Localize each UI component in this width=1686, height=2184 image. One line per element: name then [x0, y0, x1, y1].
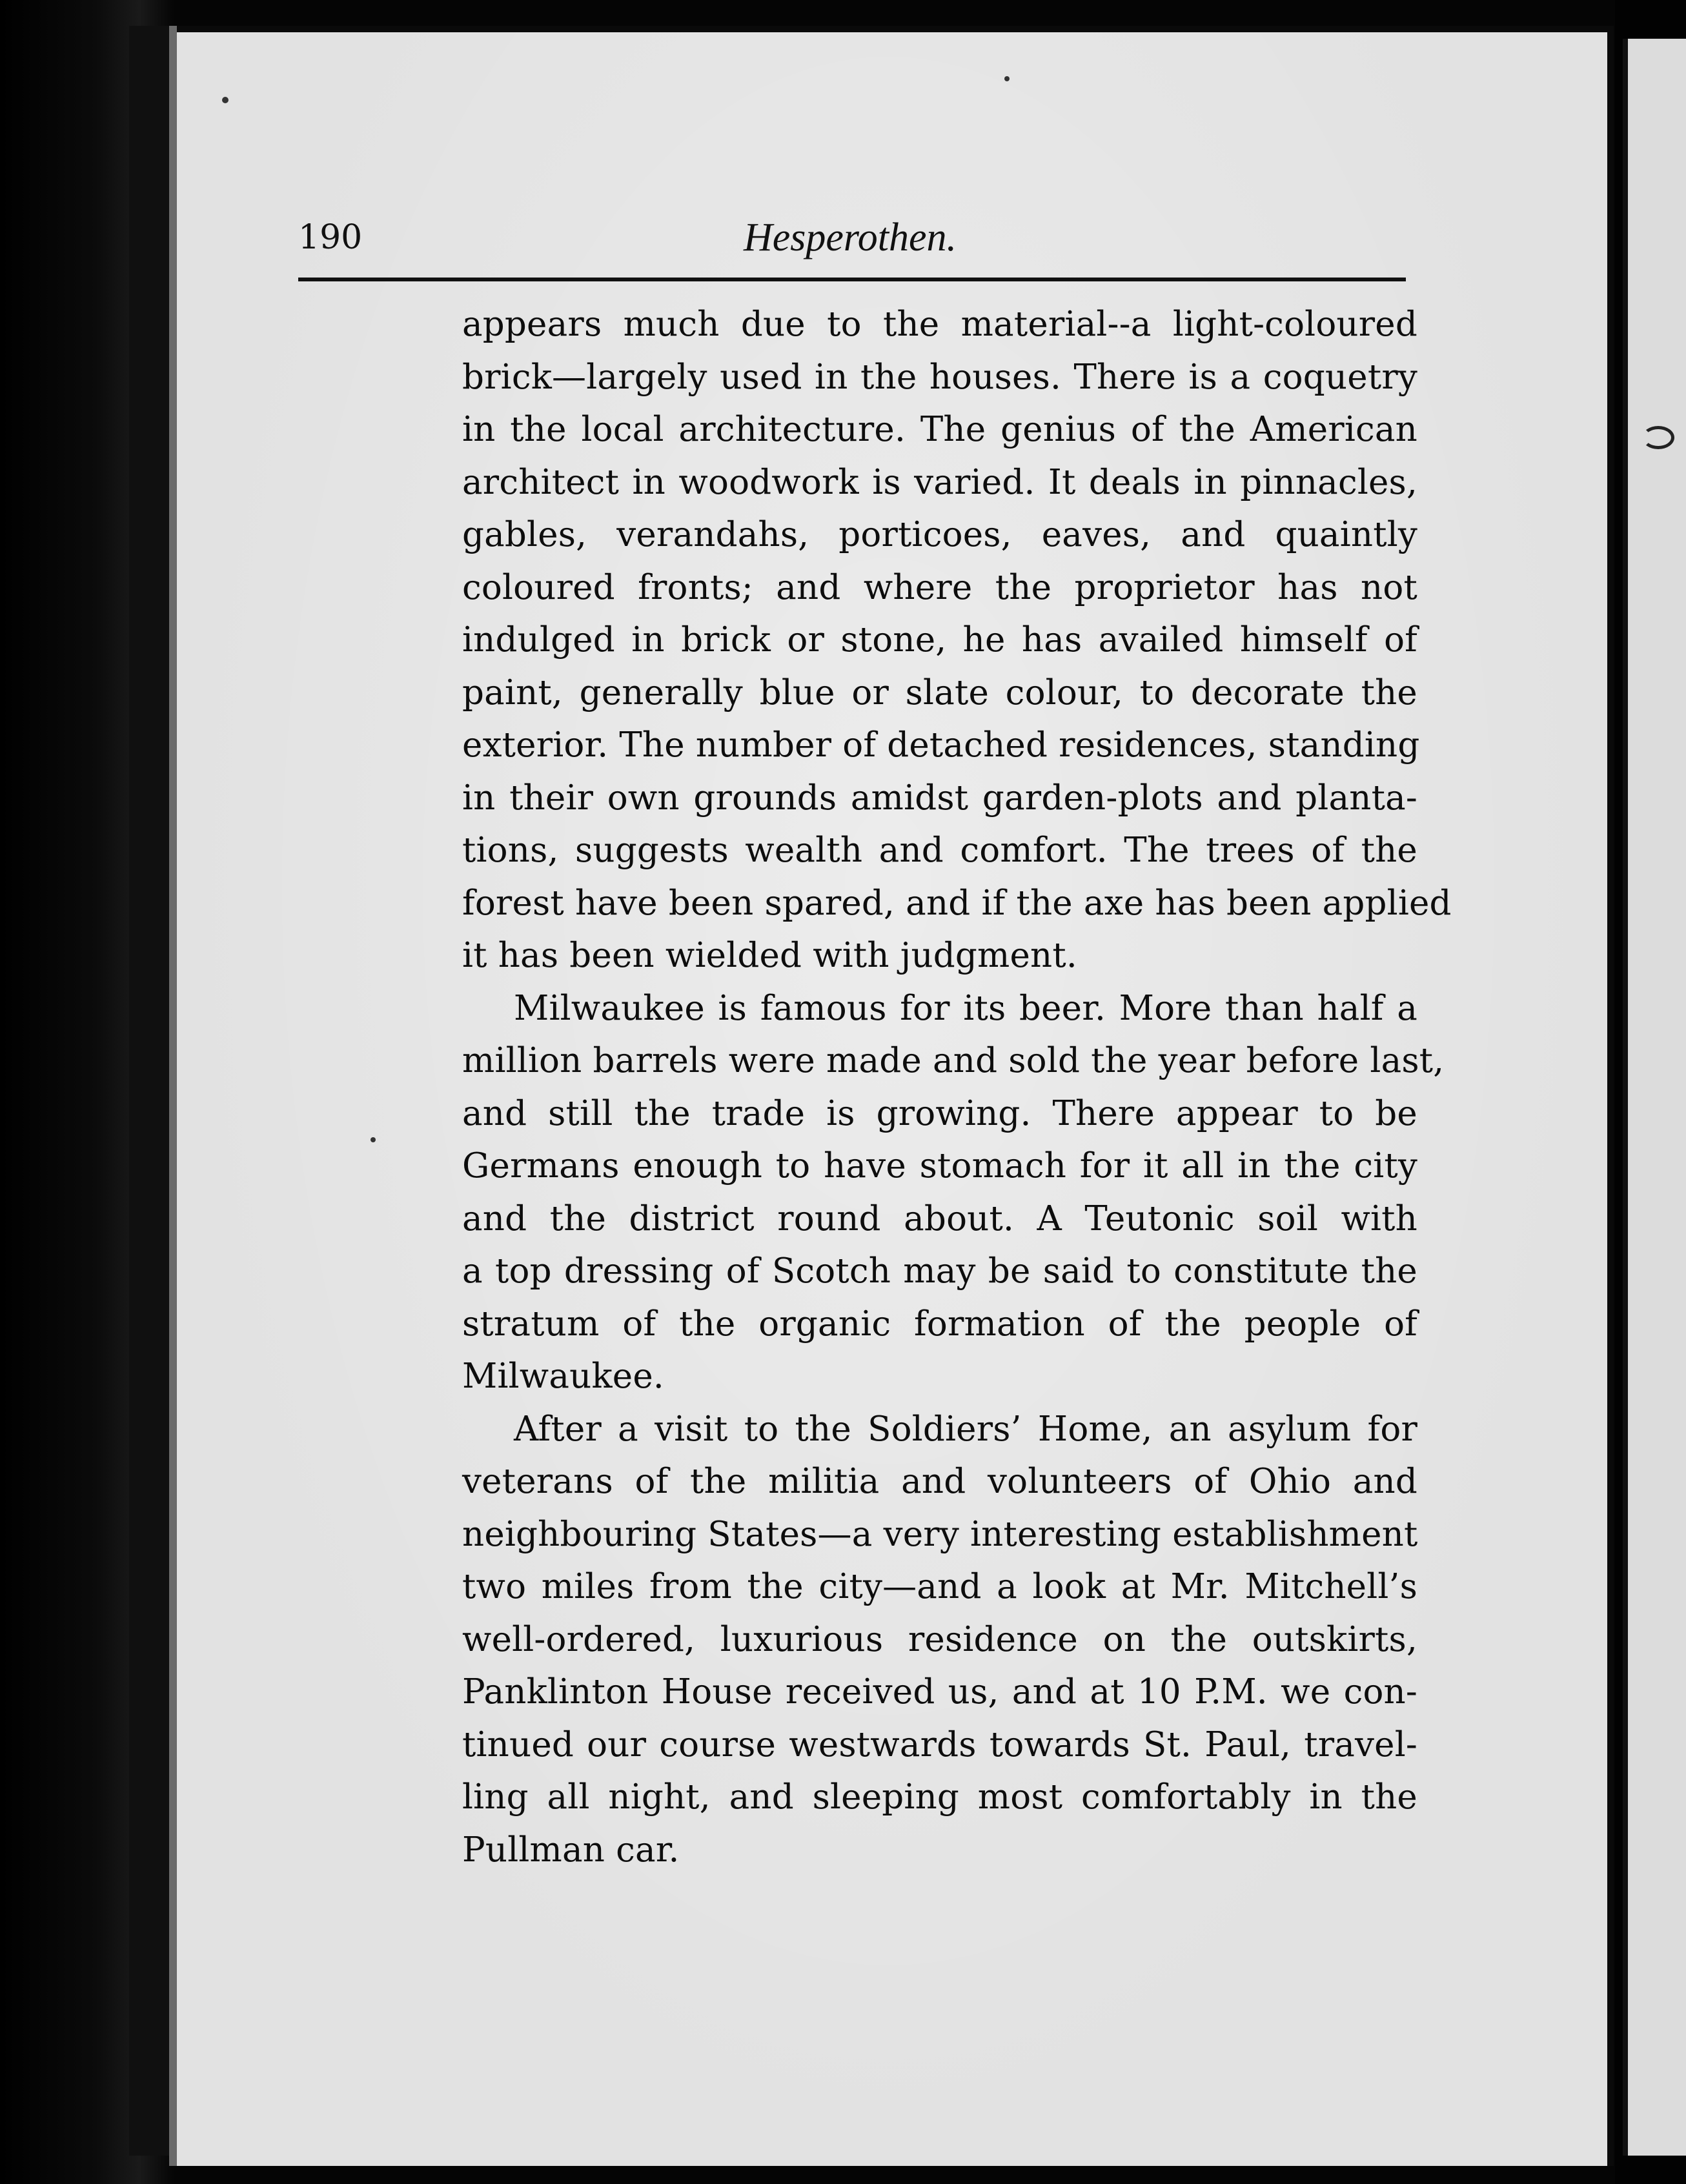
text-line: in their own grounds amidst garden-plots and planta- — [462, 778, 1417, 818]
text-line: gables, verandahs, porticoes, eaves, and quaintly — [462, 515, 1417, 554]
page-number: 190 — [298, 218, 363, 257]
text-line: and still the trade is growing. There appear to be — [462, 1093, 1417, 1133]
scan-speck — [222, 97, 229, 103]
text-line: well-ordered, luxurious residence on the outskirts, — [462, 1619, 1417, 1659]
text-line: a top dressing of Scotch may be said to constitute the — [462, 1251, 1417, 1291]
text-line: tions, suggests wealth and comfort. The trees of the — [462, 831, 1417, 870]
text-line: architect in woodwork is varied. It deals in pinnacles, — [462, 462, 1417, 502]
text-line: Germans enough to have stomach for it all in the city — [462, 1146, 1417, 1186]
text-line: neighbouring States—a very interesting establishment — [462, 1514, 1418, 1554]
text-line: forest have been spared, and if the axe has been applied — [462, 883, 1452, 923]
text-line: two miles from the city—and a look at Mr. Mitchell’s — [462, 1567, 1417, 1606]
page-gutter-shadow — [169, 26, 177, 2166]
adjacent-page-edge — [1623, 39, 1686, 2156]
text-line: million barrels were made and sold the year before last, — [462, 1041, 1445, 1080]
text-line: tinued our course westwards towards St. Paul, travel- — [462, 1724, 1417, 1764]
text-line: in the local architecture. The genius of the American — [462, 410, 1417, 449]
text-line: Panklinton House received us, and at 10 P.M. we con- — [462, 1672, 1417, 1712]
text-line: exterior. The number of detached residences, standing — [462, 725, 1420, 765]
text-line: stratum of the organic formation of the people of — [462, 1304, 1417, 1344]
text-line: Milwaukee. — [462, 1357, 664, 1396]
scan-speck — [371, 1137, 376, 1142]
text-line: it has been wielded with judgment. — [462, 936, 1077, 975]
text-line: appears much due to the material--a light-coloured — [462, 305, 1417, 344]
text-line: Pullman car. — [462, 1830, 680, 1870]
adjacent-page-mark — [1642, 426, 1674, 449]
text-line: paint, generally blue or slate colour, to decorate the — [462, 672, 1417, 713]
text-line: coloured fronts; and where the proprietor has not — [462, 567, 1417, 607]
text-line: veterans of the militia and volunteers of Ohio and — [462, 1462, 1417, 1501]
text-line: After a visit to the Soldiers’ Home, an asylum for — [514, 1409, 1417, 1449]
text-line: indulged in brick or stone, he has availed himself of — [462, 620, 1417, 660]
text-line: Milwaukee is famous for its beer. More than half a — [514, 988, 1417, 1028]
scan-speck — [1004, 76, 1010, 81]
body-text — [462, 298, 1452, 1876]
header-rule — [298, 278, 1406, 281]
running-title: Hesperothen. — [743, 216, 957, 259]
page-header — [298, 205, 1402, 283]
text-line: brick—largely used in the houses. There is a coquetry — [462, 357, 1417, 397]
text-line: and the district round about. A Teutonic soil with — [462, 1198, 1417, 1239]
text-line: ling all night, and sleeping most comfortably in the — [462, 1777, 1417, 1817]
